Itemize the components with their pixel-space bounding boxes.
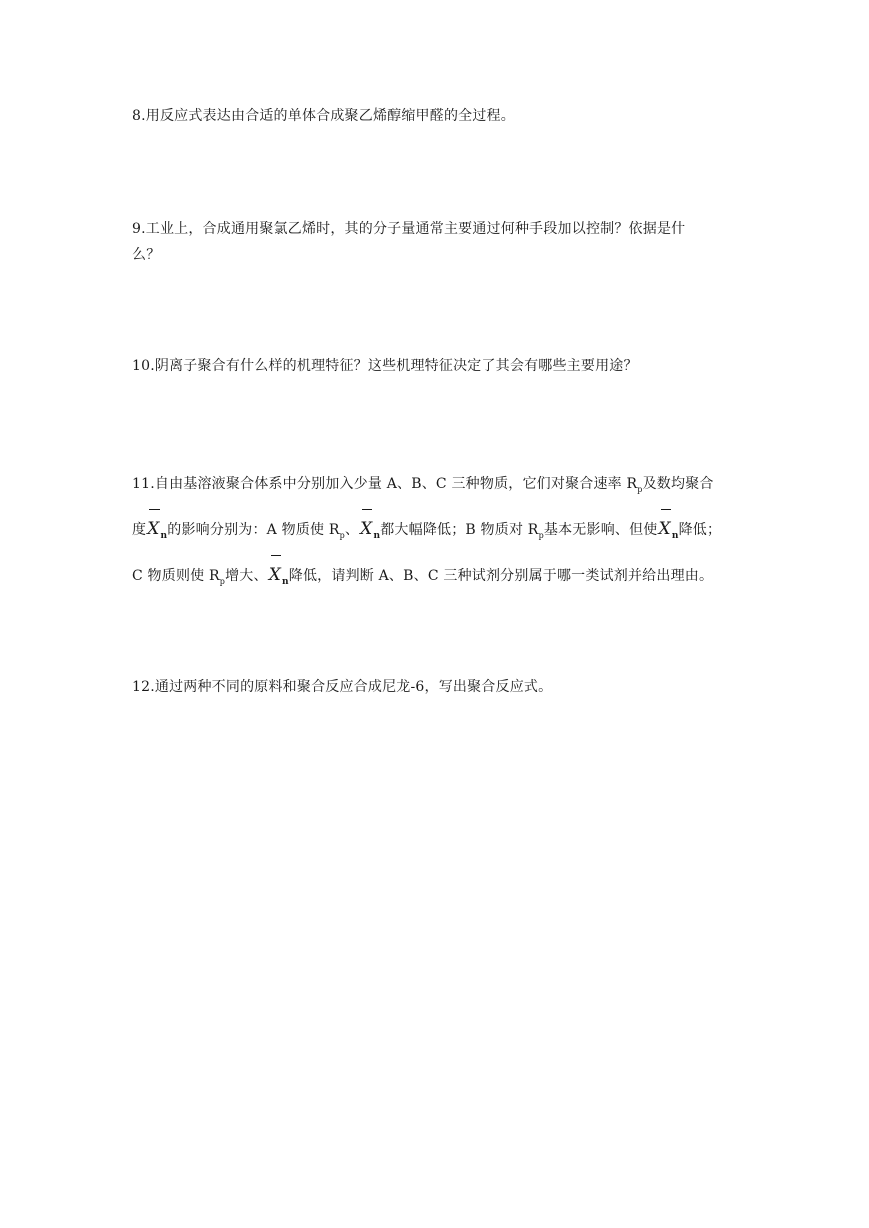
question-8-text: 8.用反应式表达由合适的单体合成聚乙烯醇缩甲醛的全过程。 bbox=[132, 108, 515, 124]
question-11-text-part: 降低； bbox=[678, 521, 722, 538]
question-11-line-3 bbox=[132, 554, 742, 600]
xn-subscript: n bbox=[373, 530, 381, 541]
question-11-text-part: 11.自由基溶液聚合体系中分别加入少量 A、B、C 三种物质，它们对聚合速率 R bbox=[132, 476, 638, 492]
question-12 bbox=[132, 674, 742, 700]
xn-subscript: n bbox=[160, 530, 168, 541]
question-9-line-2: 么？ bbox=[132, 247, 161, 263]
question-11-text-part: 降低，请判断 A、B、C 三种试剂分别属于哪一类试剂并给出理由。 bbox=[288, 567, 714, 584]
question-12-text: 12.通过两种不同的原料和聚合反应合成尼龙-6，写出聚合反应式。 bbox=[132, 679, 553, 695]
question-11-text-part: 增大、 bbox=[225, 567, 268, 584]
question-10 bbox=[132, 353, 742, 379]
rp-subscript: p bbox=[219, 576, 226, 586]
question-9 bbox=[132, 216, 742, 268]
question-11-text-part: 、 bbox=[344, 521, 360, 538]
rp-subscript: p bbox=[538, 530, 544, 540]
question-11-text-part: 及数均聚合 bbox=[642, 476, 714, 492]
xn-bar-symbol: X bbox=[659, 508, 671, 547]
xn-bar-symbol: X bbox=[147, 508, 159, 547]
question-9-line-1: 9.工业上，合成通用聚氯乙烯时，其的分子量通常主要通过何种手段加以控制？依据是什 bbox=[132, 221, 686, 237]
question-8 bbox=[132, 103, 742, 129]
question-11-line-1 bbox=[132, 466, 742, 508]
question-11-text-part: 的影响分别为：A 物质使 R bbox=[167, 521, 340, 538]
rp-subscript: p bbox=[637, 484, 643, 494]
xn-bar-symbol: X bbox=[360, 508, 372, 547]
question-10-text: 10.阴离子聚合有什么样的机理特征？这些机理特征决定了其会有哪些主要用途？ bbox=[132, 358, 638, 374]
xn-bar-symbol: X bbox=[269, 554, 281, 593]
question-11 bbox=[132, 466, 742, 599]
xn-subscript: n bbox=[671, 530, 679, 541]
question-11-line-2 bbox=[132, 508, 742, 554]
question-11-text-part: 基本无影响、但使 bbox=[543, 521, 658, 538]
xn-subscript: n bbox=[282, 576, 289, 587]
question-11-text-part: 度 bbox=[132, 521, 147, 538]
question-11-text-part: C 物质则使 R bbox=[132, 567, 220, 584]
rp-subscript: p bbox=[339, 530, 345, 540]
question-11-text-part: 都大幅降低；B 物质对 R bbox=[380, 521, 539, 538]
